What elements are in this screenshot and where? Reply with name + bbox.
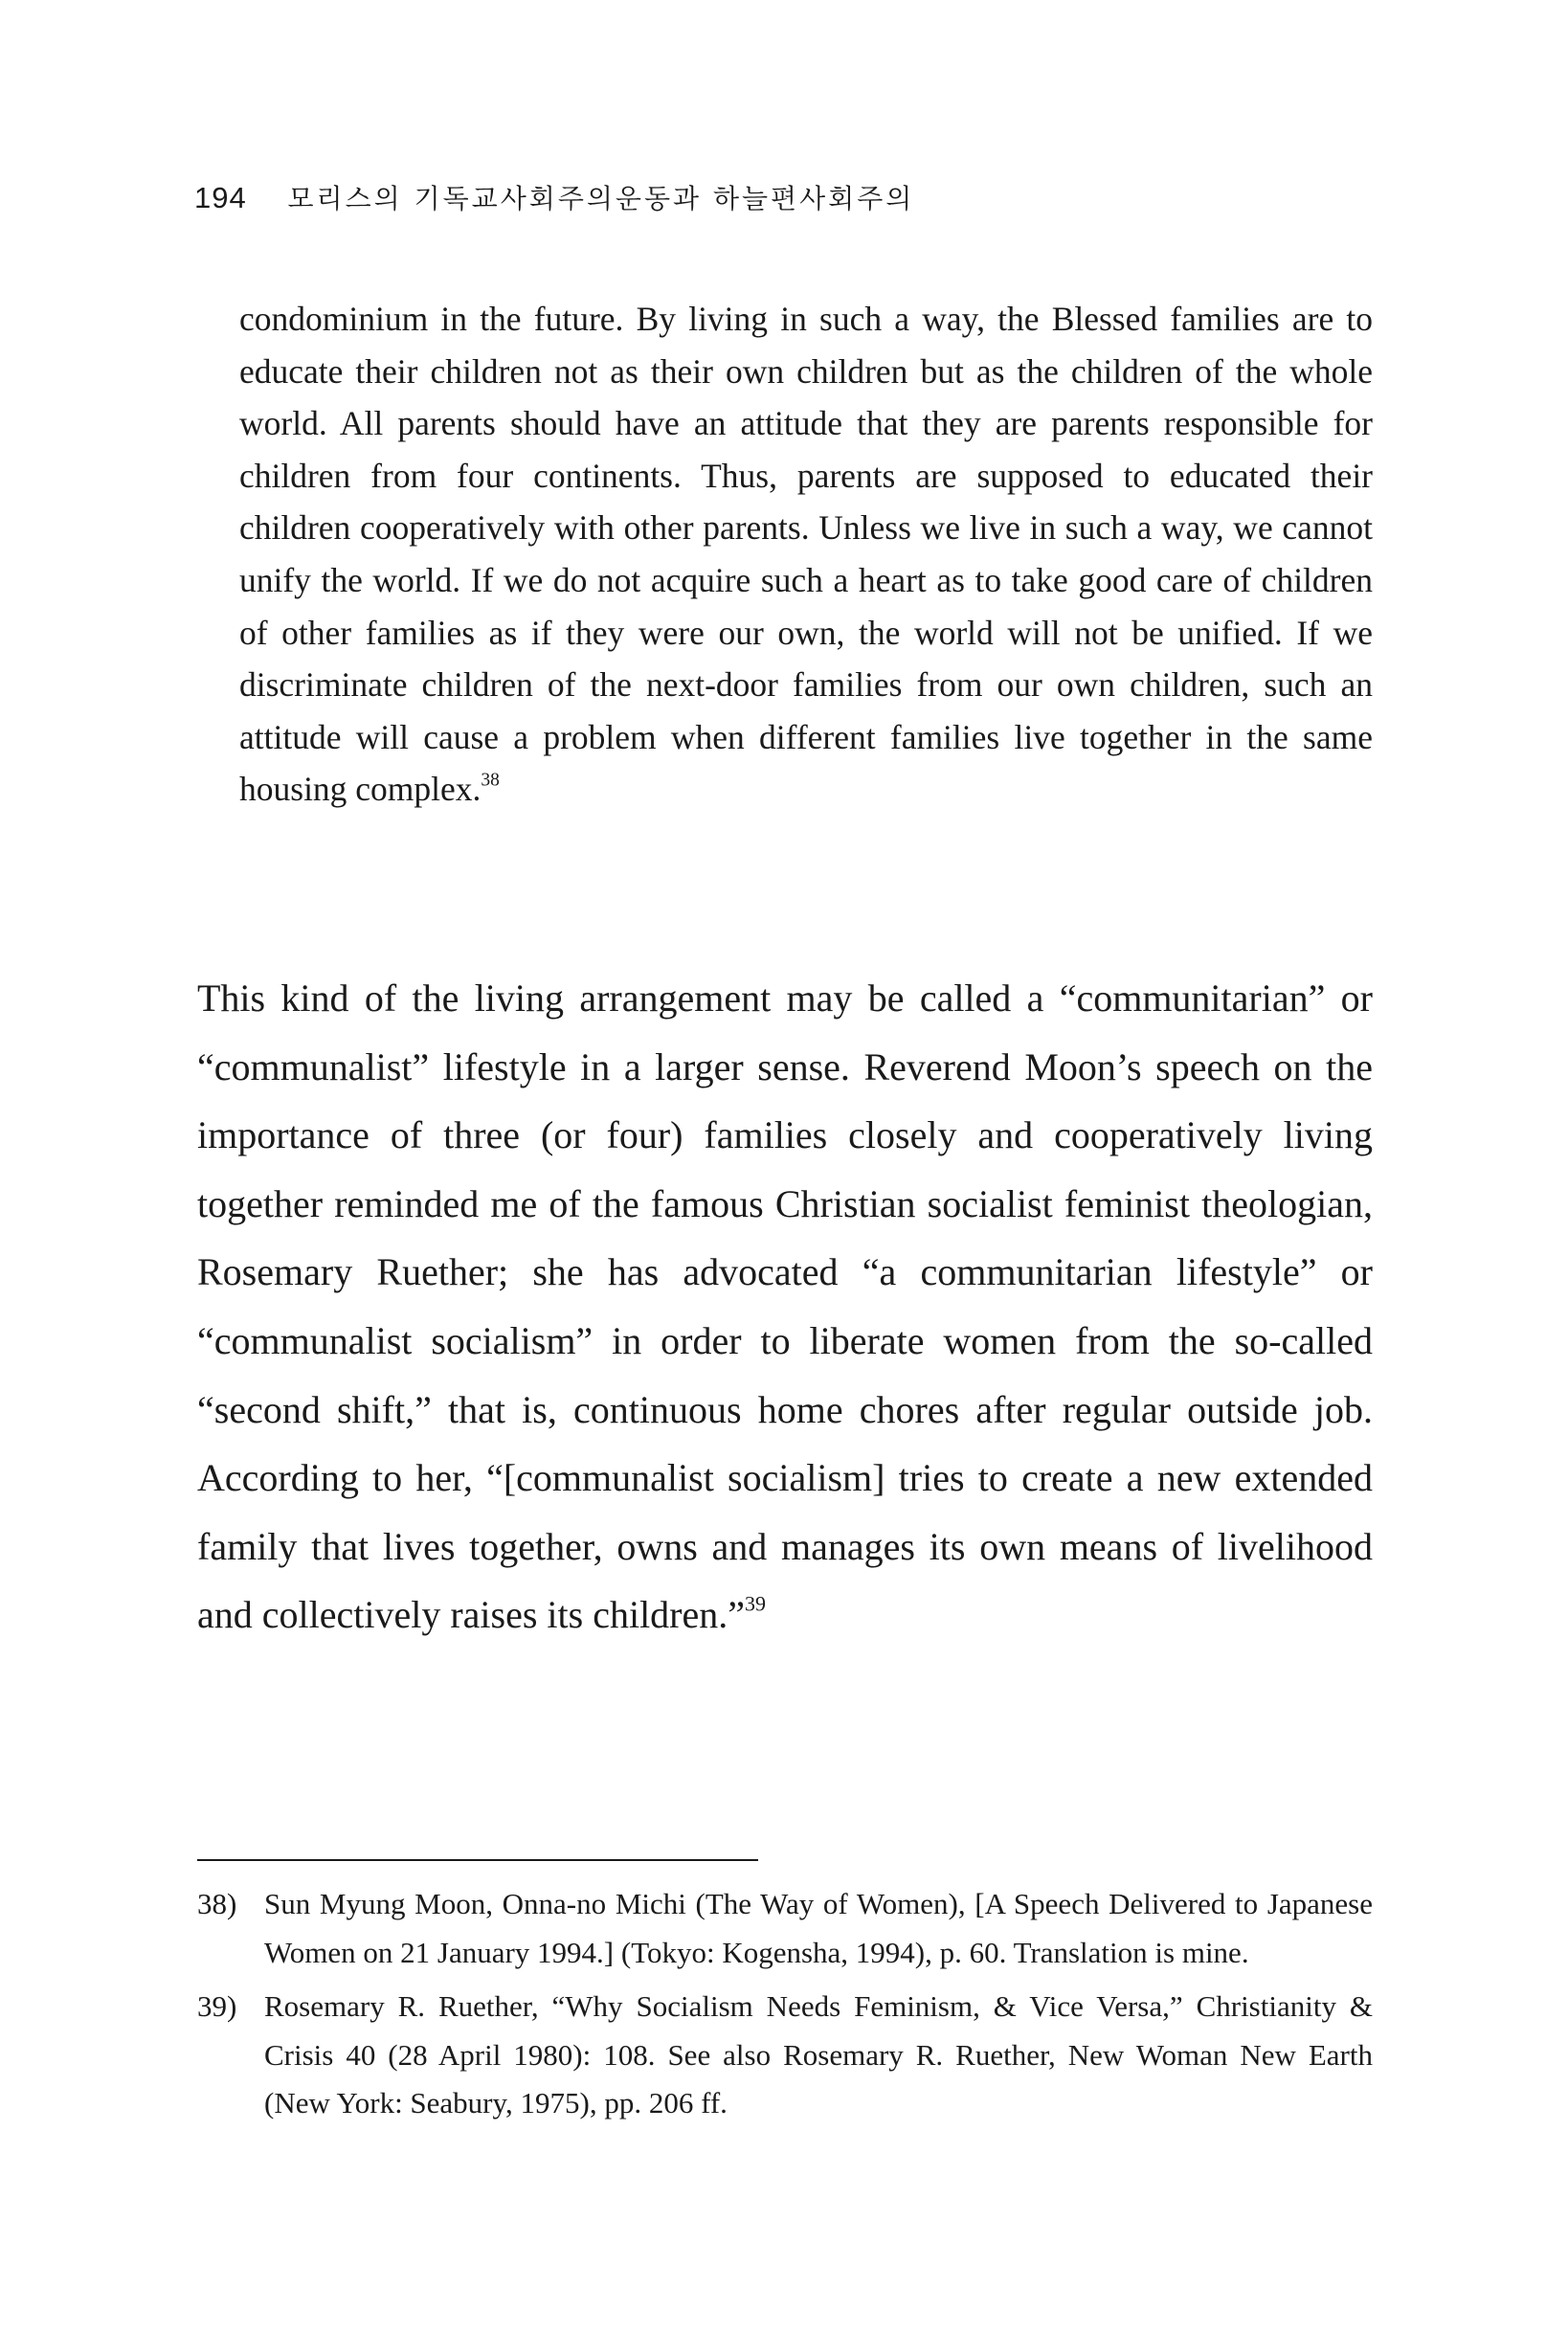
footnote-text: Sun Myung Moon, Onna-no Michi (The Way of Women), [A Speech Delivered to Japanese Women on 21 January 1994.] (Tokyo: Kogensha, 1994), p. 60. Translation is mine. — [264, 1887, 1373, 1969]
page-number: 194 — [194, 181, 247, 214]
running-head — [194, 178, 914, 216]
footnote-38 — [197, 1880, 1373, 1977]
footnote-number: 39) — [197, 1989, 237, 2023]
footnote-divider — [197, 1859, 758, 1861]
footnotes — [197, 1880, 1373, 2134]
block-quote — [239, 293, 1373, 816]
footnote-number: 38) — [197, 1887, 237, 1920]
footnote-39 — [197, 1983, 1373, 2128]
footnote-ref-38[interactable]: 38 — [481, 770, 500, 791]
running-title: 모리스의 기독교사회주의운동과 하늘편사회주의 — [287, 183, 915, 214]
block-quote-text: condominium in the future. By living in such a way, the Blessed families are to educate their children not as their own children but as the children of the whole world. All parents should have an attitude that they are parents responsible for children from four continents. Thus, parents are supposed to educated their children cooperatively with other parents. Unless we live in such a way, we cannot unify the world. If we do not acquire such a heart as to take good care of children of other families as if they were our own, the world will not be unified. If we discriminate children of the next-door families from our own children, such an attitude will cause a problem when different families live together in the same housing complex. — [239, 300, 1373, 809]
footnote-ref-39[interactable]: 39 — [745, 1591, 767, 1616]
body-paragraph — [197, 964, 1373, 1649]
body-paragraph-text: This kind of the living arrangement may be called a “communitarian” or “communalist” lifestyle in a larger sense. Reverend Moon’s speech on the importance of three (or four) families closely and cooperatively living together reminded me of the famous Christian socialist feminist theologian, Rosemary Ruether; she has advocated “a communitarian lifestyle” or “communalist socialism” in order to liberate women from the so-called “second shift,” that is, continuous home chores after regular outside job. According to her, “[communalist socialism] tries to create a new extended family that lives together, owns and manages its own means of livelihood and collectively raises its children.” — [197, 976, 1373, 1637]
footnote-text: Rosemary R. Ruether, “Why Socialism Needs Feminism, & Vice Versa,” Christianity & Crisis 40 (28 April 1980): 108. See also Rosemary R. Ruether, New Woman New Earth (New York: Seabury, 1975), pp. 206 ff. — [264, 1989, 1373, 2120]
